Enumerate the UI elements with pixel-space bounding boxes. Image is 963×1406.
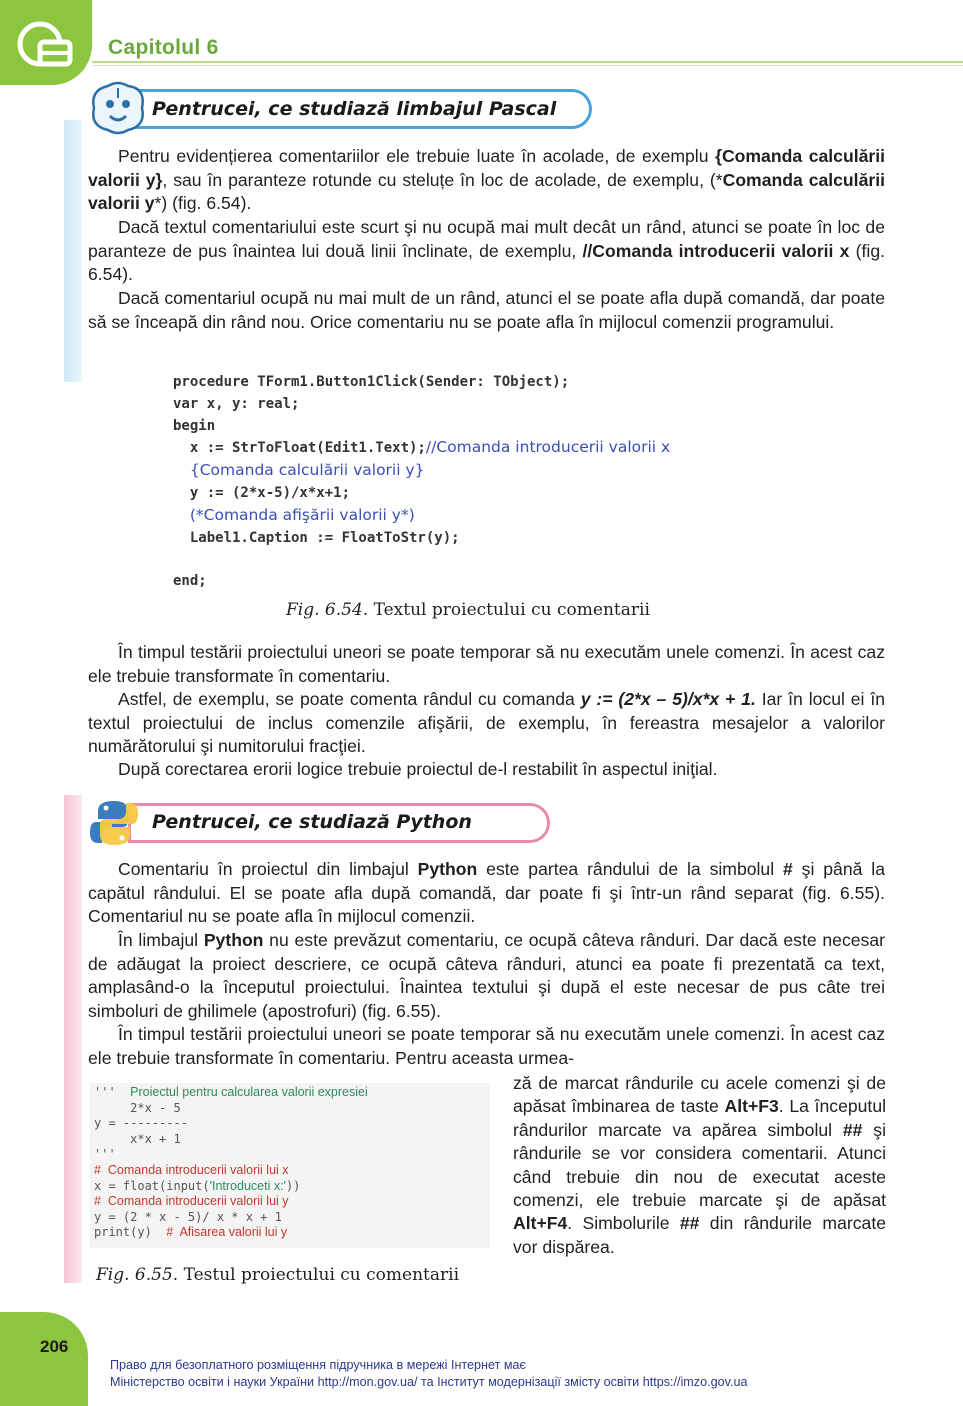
footer-line-1: Право для безоплатного розміщення підручника в мережі Інтернет має xyxy=(110,1358,526,1372)
pascal-mascot-icon xyxy=(86,80,150,136)
code-line: procedure TForm1.Button1Click(Sender: TObject); xyxy=(173,374,570,390)
example-paragraph: Astfel, de exemplu, se poate comenta rândul cu comanda y := (2*x – 5)/x*x + 1. Iar în locul ei în textul proiectului de inclus comenzile afişării, de exemplu, în fereastra mesajelor a valorilor numărătorului şi numitorului fracţiei. xyxy=(88,689,886,756)
pascal-sidebar xyxy=(64,120,82,382)
code-comment: //Comanda introducerii valorii x xyxy=(425,438,671,457)
chapter-title: Capitolul 6 xyxy=(108,36,219,59)
pascal-section-title: Pentrucei, ce studiază limbajul Pascal xyxy=(152,98,557,120)
code-line: begin xyxy=(173,417,216,434)
page-number: 206 xyxy=(40,1337,69,1356)
python-paragraph-3: În timpul testării proiectului uneori se poate temporar să nu executăm unele comenzi. În acest caz ele trebuie transformate în comentariu. Pentru aceasta urmea- xyxy=(88,1024,885,1068)
figure-caption-6-54: Fig. 6.54. Textul proiectului cu comentarii xyxy=(286,600,650,620)
figure-caption-6-55: Fig. 6.55. Testul proiectului cu comentarii xyxy=(96,1265,460,1285)
chapter-corner-tab xyxy=(0,0,92,85)
code-line: x := StrToFloat(Edit1.Text); xyxy=(173,440,426,457)
pascal-paragraph-1: Pentru evidențierea comentariilor ele trebuie luate în acolade, de exemplu {Comanda calculării valorii y}, sau în paranteze rotunde cu steluțe în loc de acolade, de exemplu, (*Comanda calculării valorii y*) (fig. 6.54). xyxy=(88,146,886,213)
pascal-code-block xyxy=(173,372,670,593)
pascal-paragraph-3: Dacă comentariul ocupă nu mai mult de un rând, atunci el se poate afla după comandă, dar poate să se înceapă din rând nou. Orice comentariu nu se poate afla în mijlocul comenzii programului. xyxy=(88,288,885,332)
python-paragraph-1: Comentariu în proiectul din limbajul Python este partea rândului de la simbolul # şi până la capătul rândului. El se poate afla după comandă, dar poate fi şi într-un rând separat (fig. 6.55). Comentariul nu se poate afla în mijlocul comenzii. xyxy=(88,859,885,926)
footer-line-2: Міністерство освіти і науки України http://mon.gov.ua/ та Інститут модернізації змісту освіти https://imzo.gov.ua xyxy=(110,1375,748,1389)
python-section-title: Pentrucei, ce studiază Python xyxy=(152,811,472,833)
chapter-icon xyxy=(10,8,80,78)
code-comment: {Comanda calculării valorii y} xyxy=(189,461,425,480)
testing-paragraph: În timpul testării proiectului uneori se poate temporar să nu executăm unele comenzi. În acest caz ele trebuie transformate în comentariu. xyxy=(88,642,885,686)
code-line: end; xyxy=(173,573,207,590)
python-paragraph-2: În limbajul Python nu este prevăzut comentariu, ce ocupă câteva rânduri. Dar dacă este necesar de adăugat la proiect descriere, ce ocupă câteva rânduri, atunci ea poate fi prezentată ca text, amplasând-o la începutul proiectului. Înaintea textului şi după el este necesar de pus câte trei simboluri de ghilimele (apostrofuri) (fig. 6.55). xyxy=(88,930,885,1021)
footer-notice xyxy=(110,1357,747,1391)
code-line: y := (2*x-5)/x*x+1; xyxy=(173,484,351,501)
code-line: Label1.Caption := FloatToStr(y); xyxy=(173,529,460,546)
code-line: var x, y: real; xyxy=(173,395,300,412)
code-comment: (*Comanda afişării valorii y*) xyxy=(189,505,415,524)
python-sidebar xyxy=(64,795,82,1283)
header-divider-thin xyxy=(92,65,963,66)
python-wrap-paragraph: ză de marcat rândurile cu acele comenzi şi de apăsat îmbinarea de taste Alt+F3. La începutul rândurilor marcate va apărea simbolul ## şi rândurile se vor considera comentarii. Atunci când trebuie din nou de executat aceste comenzi, ele trebuie marcate şi de apăsat Alt+F4. Simbolurile ## din rândurile marcate vor dispărea. xyxy=(513,1073,887,1257)
restore-paragraph: După corectarea erorii logice trebuie proiectul de-l restabilit în aspectul iniţial. xyxy=(118,759,718,779)
python-code-block: ''' Proiectul pentru calcularea valorii expresiei 2*x - 5 y = --------- x*x + 1 ''' # Comanda introducerii valorii lui x x = float(input('Introduceti x:')) # Comanda introducerii valorii lui y y = (2 * x - 5)/ x * x + 1 print(y) # Afisarea valorii lui y xyxy=(90,1083,490,1248)
page-number-tab xyxy=(0,1312,88,1406)
python-logo-icon xyxy=(88,797,140,849)
header-divider xyxy=(92,61,963,63)
pascal-paragraph-2: Dacă textul comentariului este scurt şi nu ocupă mai mult decât un rând, atunci se poate în loc de paranteze de pus înaintea lui două linii înclinate, de exemplu, //Comanda introducerii valorii x (fig. 6.54). xyxy=(88,217,885,284)
